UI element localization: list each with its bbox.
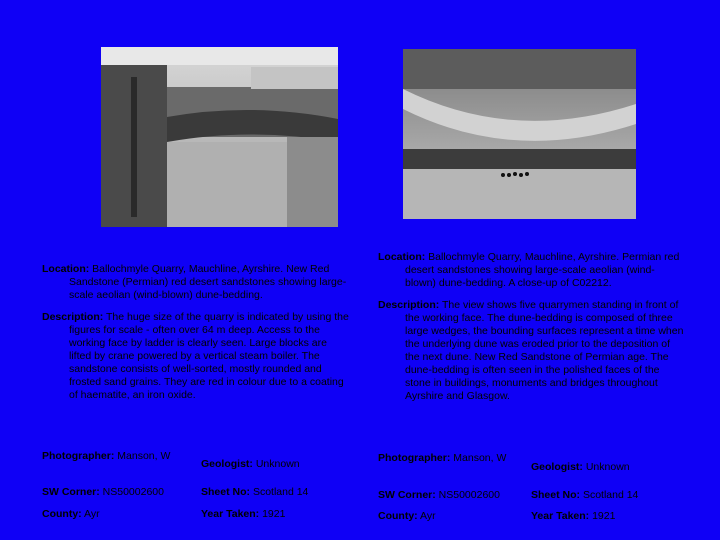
right-county-value: Ayr [420,510,436,522]
left-geologist-label: Geologist: [201,458,253,470]
right-sheet [531,489,638,502]
right-county-label: County: [378,510,418,522]
right-location-label: Location: [378,251,426,263]
left-swcorner-value: NS50002600 [102,486,164,498]
left-photographer [42,450,187,463]
right-sheet-value: Scotland 14 [582,489,639,501]
right-location [378,251,684,290]
right-swcorner-value: NS50002600 [438,489,500,501]
right-swcorner [378,489,500,502]
left-geologist [201,458,300,471]
right-photographer-label: Photographer: [378,452,451,464]
left-swcorner [42,486,164,499]
right-description [378,299,684,403]
quarry-photo-left [101,47,338,227]
left-sheet-label: Sheet No: [201,486,251,498]
right-year-value: 1921 [592,510,616,522]
left-sheet [201,486,308,499]
left-photographer-value: Manson, W [117,450,171,462]
right-description-label: Description: [378,299,440,311]
right-county [378,510,436,523]
left-sheet-value: Scotland 14 [252,486,309,498]
left-swcorner-label: SW Corner: [42,486,100,498]
left-county-label: County: [42,508,82,520]
right-description-text: The view shows five quarrymen standing in front of the working face. The dune-bedding is composed of three large wedges, the bounding surfaces represent a time when the underlying dune was eroded prior to the deposition of the next dune. New Red Sandstone of Permian age. The dune-bedding is often seen in the polished faces of the stone in buildings, monuments and bridges throughout Ayrshire and Glasgow. [405,299,684,402]
right-swcorner-label: SW Corner: [378,489,436,501]
left-description-label: Description: [42,311,104,323]
right-photographer-value: Manson, W [453,452,507,464]
left-description [42,311,352,402]
quarry-photo-right [403,49,636,219]
right-year [531,510,615,523]
left-photographer-label: Photographer: [42,450,115,462]
right-geologist-value: Unknown [585,461,630,473]
left-year-value: 1921 [262,508,286,520]
left-county [42,508,100,521]
left-description-text: The huge size of the quarry is indicated by using the figures for scale - often over 64 m deep. Access to the working face by ladder is clearly seen. Large blocks are lifted by crane powered by a vertical steam boiler. The sandstone consists of well-sorted, mostly rounded and frosted sand grains. They are red in colour due to a coating of haematite, an iron oxide. [69,311,349,401]
right-location-text: Ballochmyle Quarry, Mauchline, Ayrshire. Permian red desert sandstones showing large-scale aeolian (wind-blown) dune-bedding. A close-up of C02212. [405,251,680,289]
left-year [201,508,285,521]
left-county-value: Ayr [84,508,100,520]
left-location [42,263,352,302]
right-geologist [531,461,630,474]
left-year-label: Year Taken: [201,508,260,520]
left-location-text: Ballochmyle Quarry, Mauchline, Ayrshire. New Red Sandstone (Permian) red desert sandstones showing large-scale aeolian (wind-blown) dune-bedding. [69,263,347,301]
right-caption [378,251,684,403]
right-photographer [378,452,523,465]
left-caption [42,263,352,402]
right-geologist-label: Geologist: [531,461,583,473]
left-geologist-value: Unknown [255,458,300,470]
right-sheet-label: Sheet No: [531,489,581,501]
left-location-label: Location: [42,263,90,275]
right-year-label: Year Taken: [531,510,590,522]
